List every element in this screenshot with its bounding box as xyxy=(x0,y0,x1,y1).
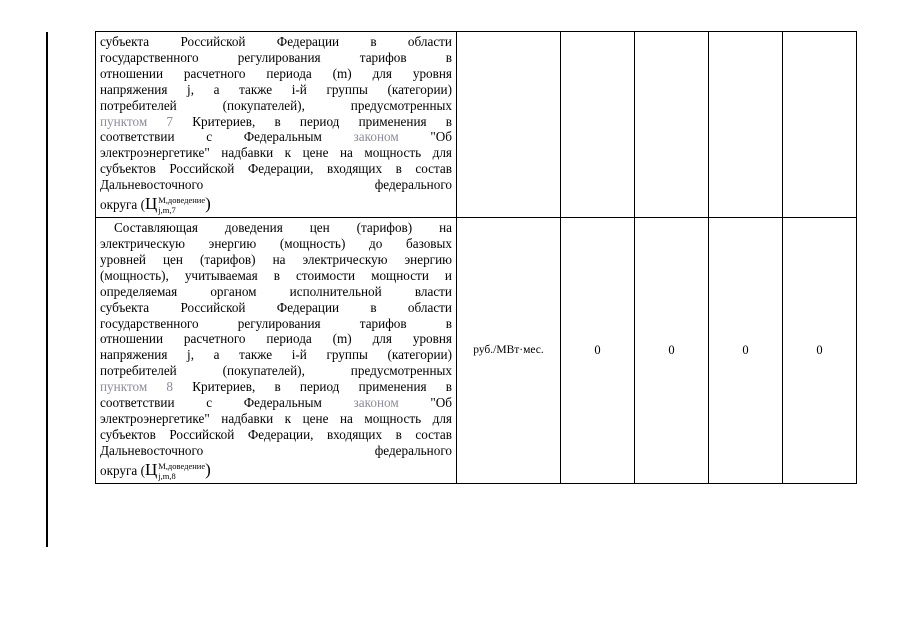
table-row xyxy=(96,32,857,218)
margin-bar xyxy=(46,32,48,547)
text-fragment: округа ( xyxy=(100,197,145,213)
text-line: (мощность), учитываемая в стоимости мощности и xyxy=(100,267,452,283)
value-cell: 0 xyxy=(783,218,857,484)
text-line: субъектов Российской Федерации, входящих в состав xyxy=(100,161,452,177)
text-line: государственного регулирования тарифов в xyxy=(100,315,452,331)
text-line xyxy=(100,379,452,395)
text-line: субъекта Российской Федерации в области xyxy=(100,299,452,315)
text-line: определяемая органом исполнительной власти xyxy=(100,283,452,299)
description-cell xyxy=(96,32,457,218)
value-cell: 0 xyxy=(635,218,709,484)
text-line xyxy=(100,114,452,130)
table-row xyxy=(96,218,857,484)
formula-superscript: М,доведение xyxy=(158,195,206,206)
criteria-link[interactable]: пунктом 8 xyxy=(100,379,174,395)
text-line: Дальневосточного федерального xyxy=(100,442,452,458)
law-link[interactable]: законом xyxy=(353,129,399,145)
text-line: электроэнергетике" надбавки к цене на мощность для xyxy=(100,410,452,426)
text-line: субъектов Российской Федерации, входящих в состав xyxy=(100,426,452,442)
text-line: потребителей (покупателей), предусмотренных xyxy=(100,363,452,379)
text-fragment: соответствии с Федеральным xyxy=(100,129,354,145)
unit-cell xyxy=(457,32,561,218)
text-line xyxy=(100,220,452,236)
text-line: государственного регулирования тарифов в xyxy=(100,49,452,65)
text-fragment: "Об xyxy=(398,129,452,145)
law-link[interactable]: законом xyxy=(353,395,399,411)
description-text xyxy=(100,34,452,193)
text-line: потребителей (покупателей), предусмотренных xyxy=(100,97,452,113)
value-cell xyxy=(783,32,857,218)
text-line: электрическую энергию (мощность) до базовых xyxy=(100,235,452,251)
value-cell xyxy=(561,32,635,218)
unit-cell: руб./МВт·мес. xyxy=(457,218,561,484)
formula-indices xyxy=(158,196,205,214)
text-fragment: "Об xyxy=(398,395,452,411)
text-fragment: Критериев, в период применения в xyxy=(173,113,453,129)
value-cell xyxy=(635,32,709,218)
text-line: отношении расчетного периода (m) для уровня xyxy=(100,65,452,81)
description-cell xyxy=(96,218,457,484)
text-line xyxy=(100,129,452,145)
text-line: уровней цен (тарифов) на электрическую энергию xyxy=(100,251,452,267)
formula-subscript: j,m,7 xyxy=(158,205,176,216)
tariff-table xyxy=(95,31,857,484)
text-fragment: соответствии с Федеральным xyxy=(100,395,354,411)
text-line: напряжения j, а также i-й группы (категории) xyxy=(100,347,452,363)
text-fragment: Критериев, в период применения в xyxy=(173,379,453,395)
text-line xyxy=(100,395,452,411)
value-cell: 0 xyxy=(709,218,783,484)
text-line: Дальневосточного федерального xyxy=(100,177,452,193)
formula-close: ) xyxy=(205,459,211,479)
formula-line xyxy=(100,461,452,480)
formula-superscript: М,доведение xyxy=(158,460,206,471)
text-fragment: Составляющая доведения цен (тарифов) на xyxy=(114,220,452,236)
text-fragment: округа ( xyxy=(100,462,145,478)
text-line: напряжения j, а также i-й группы (категории) xyxy=(100,81,452,97)
text-line: электроэнергетике" надбавки к цене на мощность для xyxy=(100,145,452,161)
value-cell: 0 xyxy=(561,218,635,484)
criteria-link[interactable]: пунктом 7 xyxy=(100,113,174,129)
text-line: субъекта Российской Федерации в области xyxy=(100,34,452,49)
formula-line xyxy=(100,195,452,214)
value-cell xyxy=(709,32,783,218)
formula-symbol: Ц xyxy=(144,459,158,479)
formula-close: ) xyxy=(205,194,211,214)
description-text xyxy=(100,220,452,459)
formula-subscript: j,m,8 xyxy=(158,470,176,481)
formula-indices xyxy=(158,462,205,480)
formula-symbol: Ц xyxy=(144,194,158,214)
text-line: отношении расчетного периода (m) для уровня xyxy=(100,331,452,347)
